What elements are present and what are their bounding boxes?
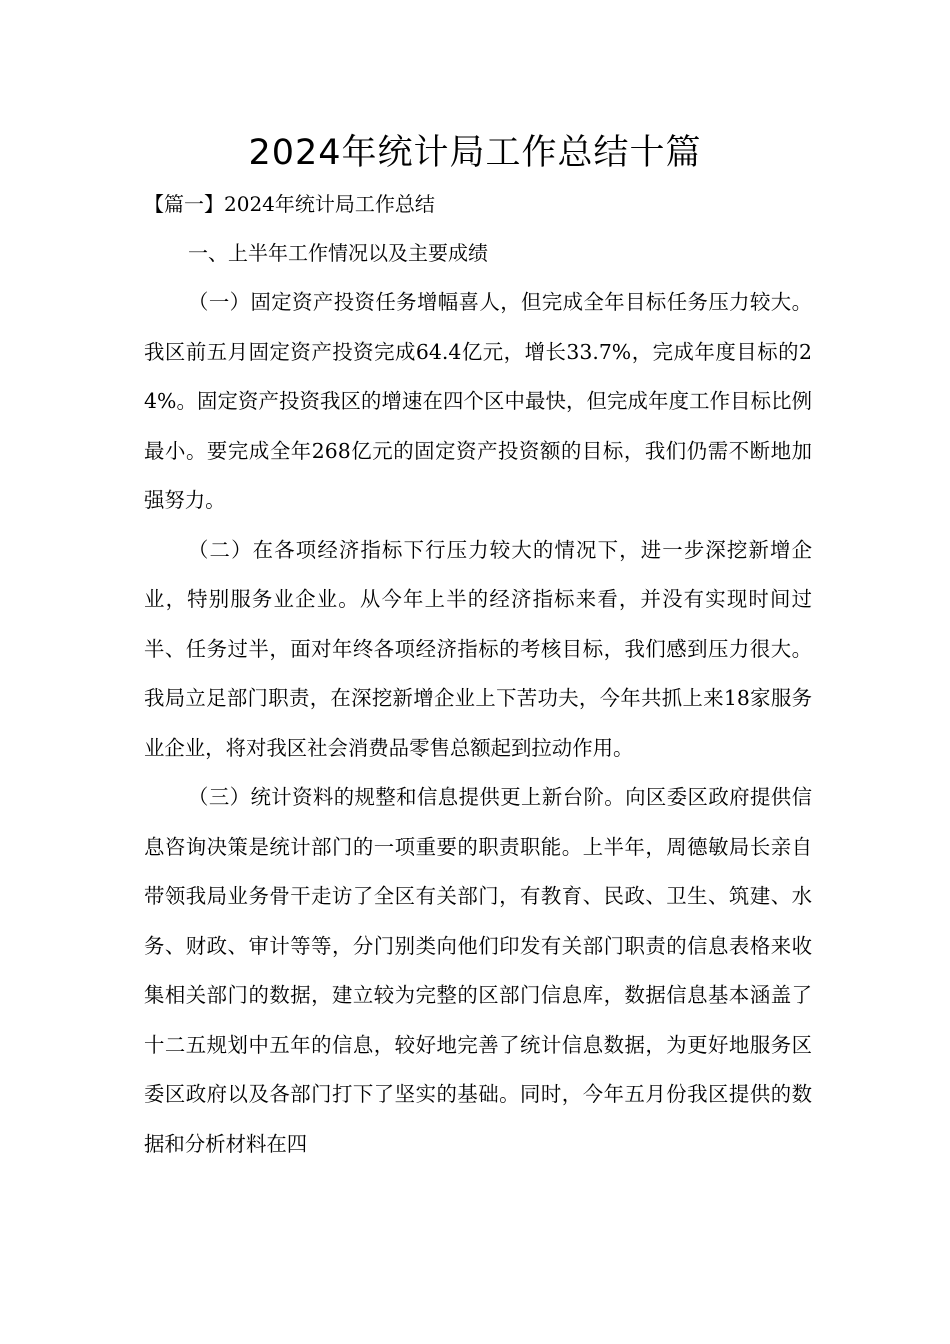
paragraph-statistical-information: （三）统计资料的规整和信息提供更上新台阶。向区委区政府提供信息咨询决策是统计部门的一项重要的职责职能。上半年，周德敏局长亲自带领我局业务骨干走访了全区有关部门，有教育、民政、卫生、筑建、水务、财政、审计等等，分门别类向他们印发有关部门职责的信息表格来收集相关部门的数据，建立较为完整的区部门信息库，数据信息基本涵盖了十二五规划中五年的信息，较好地完善了统计信息数据，为更好地服务区委区政府以及各部门打下了坚实的基础。同时，今年五月份我区提供的数据和分析材料在四 xyxy=(144,785,812,1156)
section-heading: 一、上半年工作情况以及主要成绩 xyxy=(188,241,488,265)
paragraph-fixed-asset-investment: （一）固定资产投资任务增幅喜人，但完成全年目标任务压力较大。我区前五月固定资产投资完成64.4亿元，增长33.7%，完成年度目标的24%。固定资产投资我区的增速在四个区中最快，但完成年度工作目标比例最小。要完成全年268亿元的固定资产投资额的目标，我们仍需不断地加强努力。 xyxy=(144,290,812,512)
article-subtitle: 【篇一】2024年统计局工作总结 xyxy=(144,192,435,216)
document-title: 2024年统计局工作总结十篇 xyxy=(248,133,702,173)
document-body xyxy=(144,180,812,1169)
paragraph-new-enterprises: （二）在各项经济指标下行压力较大的情况下，进一步深挖新增企业，特别服务业企业。从今年上半的经济指标来看，并没有实现时间过半、任务过半，面对年终各项经济指标的考核目标，我们感到压力很大。我局立足部门职责，在深挖新增企业上下苦功夫，今年共抓上来18家服务业企业，将对我区社会消费品零售总额起到拉动作用。 xyxy=(144,537,812,760)
